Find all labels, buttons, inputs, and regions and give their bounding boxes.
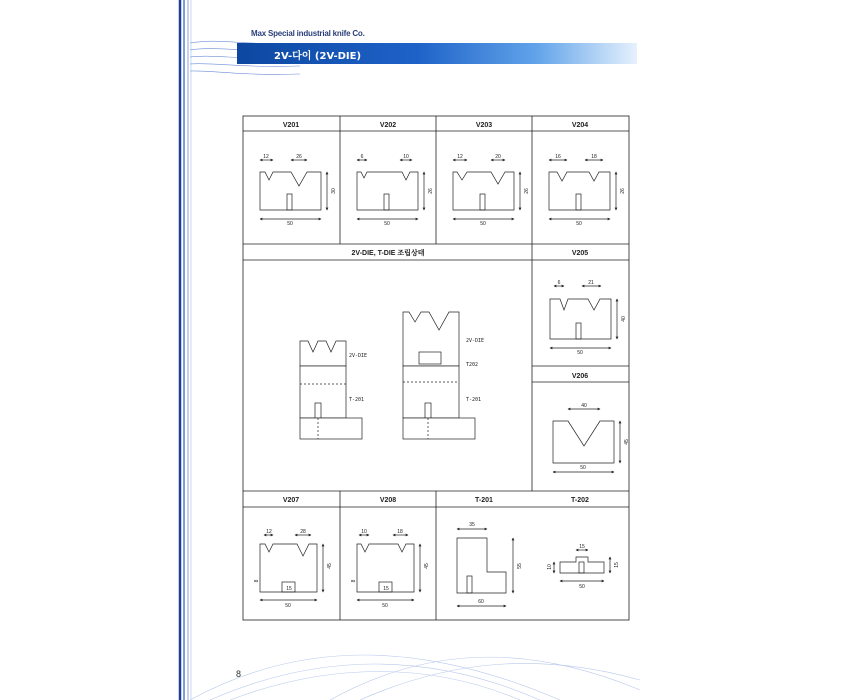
t201-dim-a: 35 bbox=[469, 522, 475, 528]
assembly-right-note-t202: T202 bbox=[466, 362, 479, 368]
bottom-wave-lines bbox=[190, 655, 640, 700]
t202-dim-s: 15 bbox=[614, 562, 620, 568]
t202-dim-h: 10 bbox=[547, 564, 553, 570]
v206-label: V206 bbox=[571, 373, 589, 380]
v203-label: V203 bbox=[475, 122, 493, 129]
v202-label: V202 bbox=[379, 122, 397, 129]
t201-label: T-201 bbox=[475, 497, 493, 504]
assembly-right-drawing bbox=[403, 312, 475, 439]
t202-drawing bbox=[554, 550, 610, 581]
v207-dim-s: 8 bbox=[254, 579, 260, 583]
v205-dim-h: 40 bbox=[621, 316, 627, 322]
v208-dim-t: 15 bbox=[383, 586, 389, 592]
v204-dim-h: 26 bbox=[620, 188, 626, 194]
v201-label: V201 bbox=[282, 122, 300, 129]
v203-drawing bbox=[453, 160, 520, 219]
t202-dim-a: 15 bbox=[579, 544, 585, 550]
v205-dim-a: 6 bbox=[557, 280, 561, 286]
v206-dim-a: 40 bbox=[581, 403, 587, 409]
v201-dim-w: 50 bbox=[287, 221, 293, 227]
v203-dim-h: 26 bbox=[524, 188, 530, 194]
v206-dim-w: 50 bbox=[580, 465, 586, 471]
v208-dim-h: 45 bbox=[424, 563, 430, 569]
v205-label: V205 bbox=[571, 250, 589, 257]
left-vertical-stripes bbox=[180, 0, 191, 700]
v207-dim-h: 45 bbox=[327, 563, 333, 569]
v205-dim-b: 21 bbox=[588, 280, 594, 286]
v208-dim-w: 50 bbox=[382, 603, 388, 609]
v207-dim-w: 50 bbox=[285, 603, 291, 609]
v201-drawing bbox=[260, 160, 327, 219]
v207-label: V207 bbox=[282, 497, 300, 504]
v207-dim-b: 28 bbox=[300, 529, 306, 535]
v208-dim-a: 10 bbox=[361, 529, 367, 535]
t202-label: T-202 bbox=[571, 497, 589, 504]
company-name: Max Special industrial knife Co. bbox=[251, 29, 365, 38]
v203-dim-w: 50 bbox=[480, 221, 486, 227]
v201-dim-a: 12 bbox=[263, 154, 269, 160]
v205-drawing bbox=[550, 286, 617, 348]
v206-drawing bbox=[553, 409, 620, 472]
t201-dim-h: 55 bbox=[517, 563, 523, 569]
assembly-right-note-t201: T-201 bbox=[466, 397, 482, 403]
v207-dim-a: 12 bbox=[266, 529, 272, 535]
v201-dim-b: 26 bbox=[296, 154, 302, 160]
page-title: 2V-다이 (2V-DIE) bbox=[274, 51, 362, 62]
v204-label: V204 bbox=[571, 122, 589, 129]
page-number: 8 bbox=[236, 669, 242, 679]
v202-dim-h: 26 bbox=[428, 188, 434, 194]
v205-dim-w: 50 bbox=[577, 350, 583, 356]
v203-dim-b: 20 bbox=[495, 154, 501, 160]
v204-drawing bbox=[549, 160, 616, 219]
t202-dim-w: 50 bbox=[579, 584, 585, 590]
v207-dim-t: 15 bbox=[286, 586, 292, 592]
v202-dim-b: 10 bbox=[403, 154, 409, 160]
die-spec-table bbox=[243, 116, 629, 620]
assembly-left-note-t201: T-201 bbox=[349, 397, 365, 403]
v204-dim-b: 18 bbox=[591, 154, 597, 160]
v202-dim-w: 50 bbox=[384, 221, 390, 227]
t201-dim-w: 60 bbox=[478, 599, 484, 605]
assembly-label: 2V-DIE, T-DIE 조립상태 bbox=[351, 250, 425, 257]
v206-dim-h: 45 bbox=[624, 439, 630, 445]
v202-dim-a: 6 bbox=[360, 154, 364, 160]
v201-dim-h: 30 bbox=[331, 188, 337, 194]
v208-dim-b: 18 bbox=[397, 529, 403, 535]
v204-dim-a: 16 bbox=[555, 154, 561, 160]
v208-dim-s: 8 bbox=[351, 579, 357, 583]
assembly-right-note-die: 2V-DIE bbox=[466, 338, 485, 344]
v204-dim-w: 50 bbox=[576, 221, 582, 227]
v208-label: V208 bbox=[379, 497, 397, 504]
v203-dim-a: 12 bbox=[457, 154, 463, 160]
v202-drawing bbox=[357, 160, 424, 219]
t201-drawing bbox=[457, 529, 513, 606]
assembly-left-note-die: 2V-DIE bbox=[349, 353, 368, 359]
